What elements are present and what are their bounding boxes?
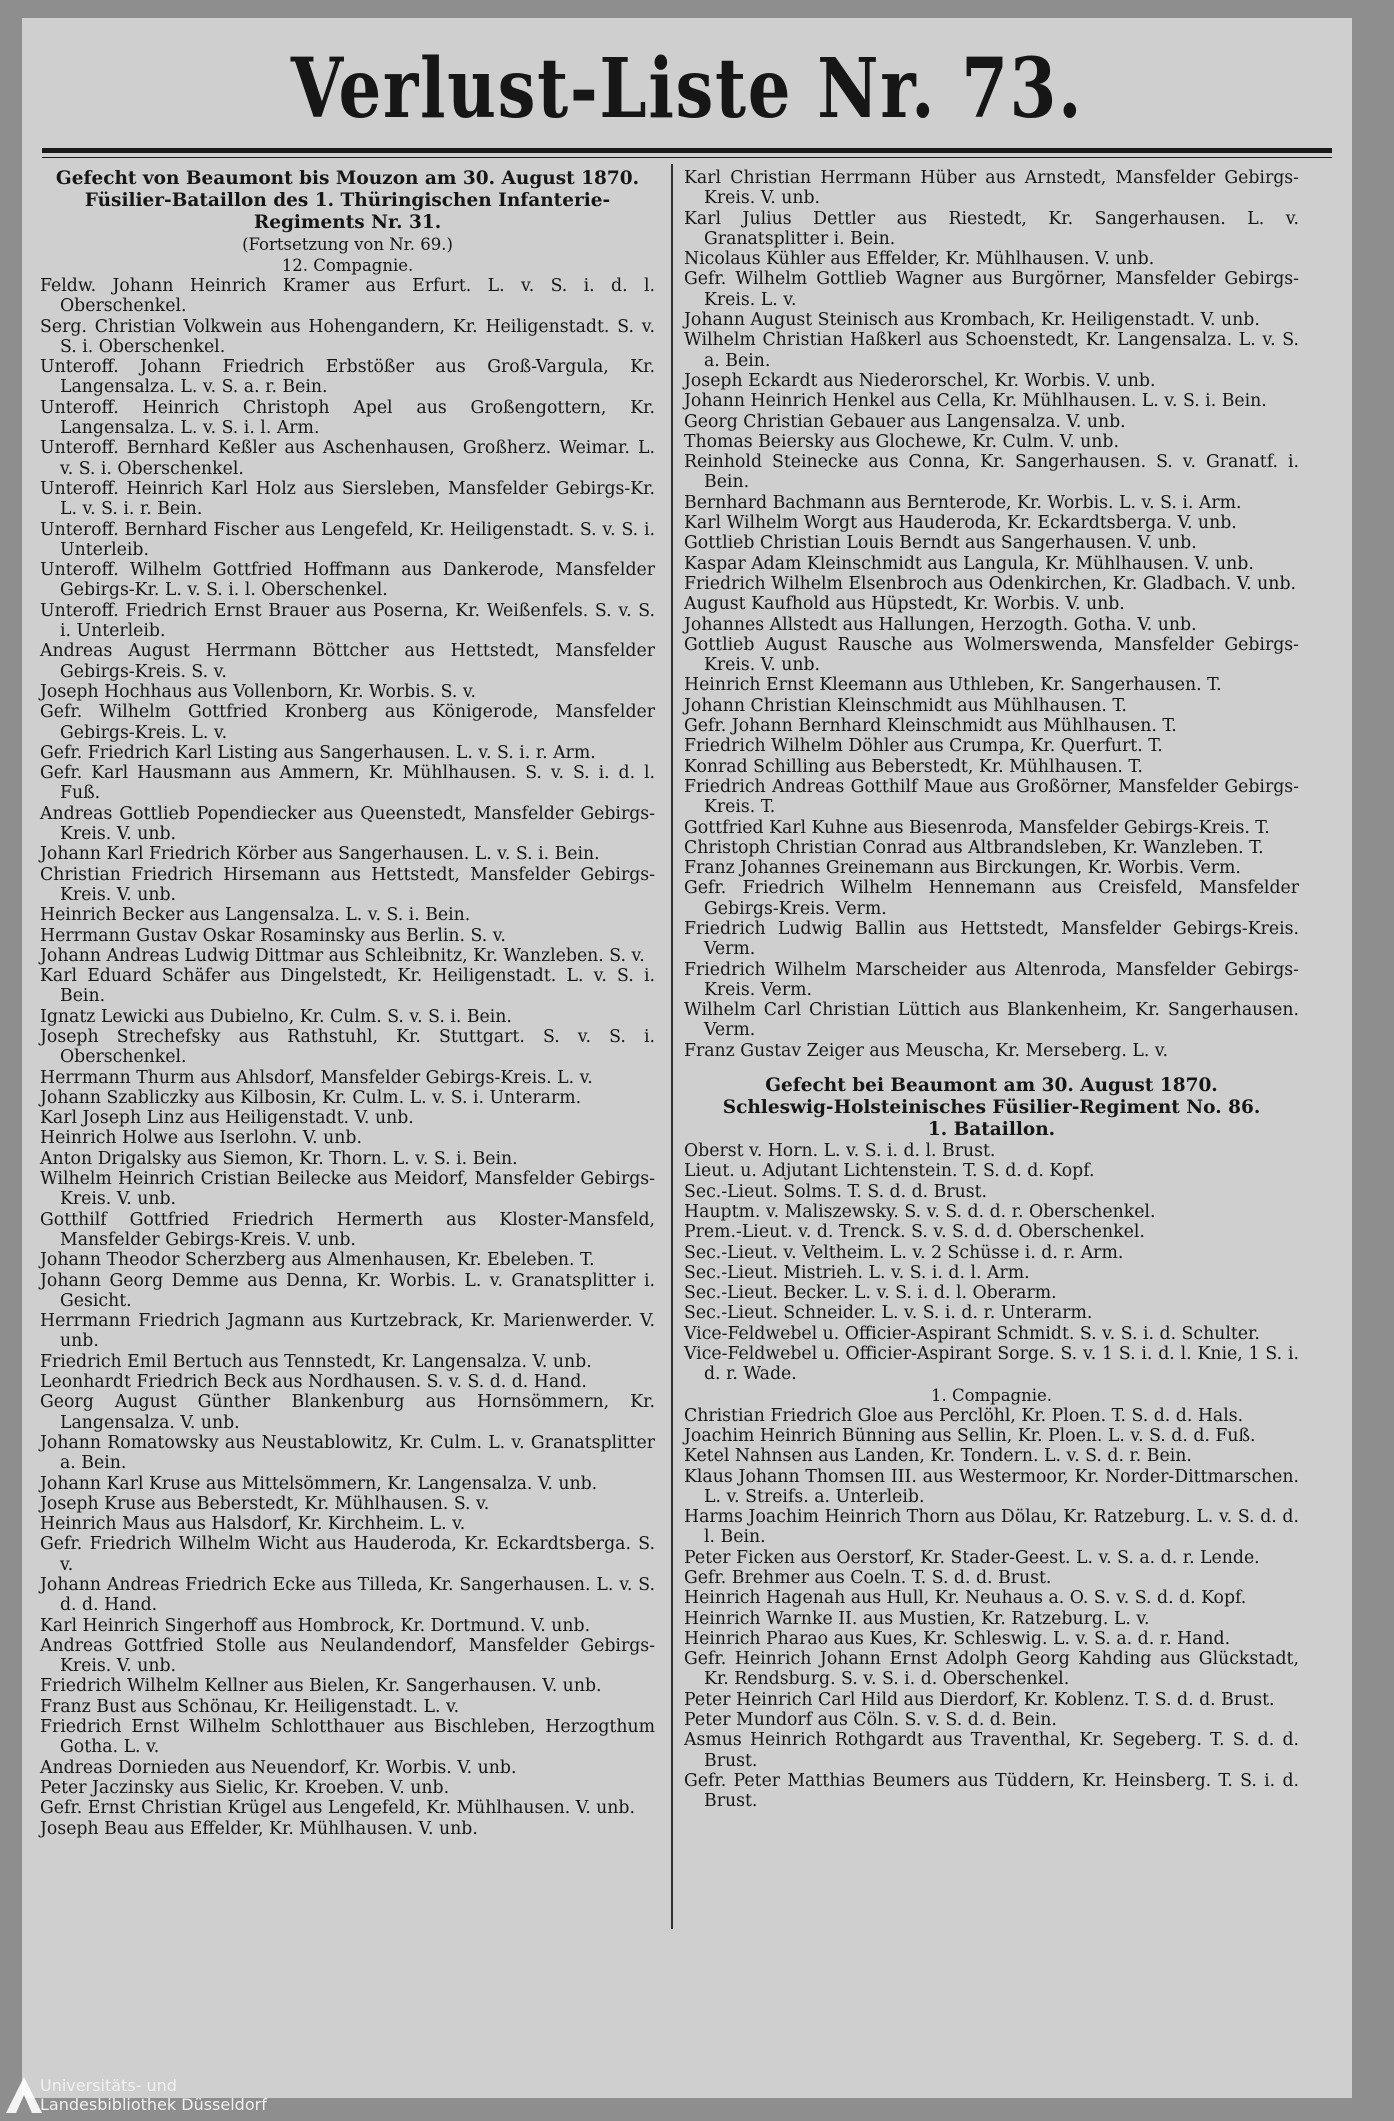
column-divider [671, 164, 673, 1929]
casualty-entry: Peter Ficken aus Oerstorf, Kr. Stader-Geest. L. v. S. a. d. r. Lende. [684, 1547, 1260, 1568]
casualty-entry: Gotthilf Gottfried Friedrich Hermerth aus Kloster-Mansfeld, Mansfelder Gebirgs-Kreis. V. unb. [40, 1209, 655, 1250]
casualty-entry: Joseph Beau aus Effelder, Kr. Mühlhausen. V. unb. [40, 1818, 478, 1839]
casualty-entry: Franz Bust aus Schönau, Kr. Heiligenstadt. L. v. [40, 1696, 460, 1717]
casualty-entry: Karl Wilhelm Worgt aus Hauderoda, Kr. Eckardtsberga. V. unb. [684, 513, 1237, 534]
casualty-entry: Johann Theodor Scherzberg aus Almenhausen, Kr. Ebeleben. T. [40, 1250, 595, 1271]
casualty-entry: Kaspar Adam Kleinschmidt aus Langula, Kr. Mühlhausen. V. unb. [684, 553, 1254, 574]
section-heading: Gefecht bei Beaumont am 30. August 1870. [765, 1075, 1218, 1097]
casualty-entry: Gefr. Wilhelm Gottfried Kronberg aus Königerode, Mansfelder Gebirgs-Kreis. L. v. [40, 702, 655, 743]
casualty-entry: Sec.-Lieut. v. Veltheim. L. v. 2 Schüsse i. d. r. Arm. [684, 1242, 1124, 1263]
casualty-entry: Johannes Allstedt aus Hallungen, Herzogth. Gotha. V. unb. [684, 614, 1197, 635]
casualty-entry: Wilhelm Carl Christian Lüttich aus Blankenheim, Kr. Sangerhausen. Verm. [684, 1000, 1299, 1041]
casualty-entry: Gefr. Wilhelm Gottlieb Wagner aus Burgörner, Mansfelder Gebirgs-Kreis. L. v. [684, 269, 1299, 310]
casualty-entry: Gefr. Johann Bernhard Kleinschmidt aus Mühlhausen. T. [684, 716, 1177, 737]
casualty-entry: Heinrich Maus aus Halsdorf, Kr. Kirchheim. L. v. [40, 1514, 466, 1535]
casualty-entry: Harms Joachim Heinrich Thorn aus Dölau, Kr. Ratzeburg. L. v. S. d. d. l. Bein. [684, 1507, 1299, 1548]
casualty-entry: Friedrich Ernst Wilhelm Schlotthauer aus Bischleben, Herzogthum Gotha. L. v. [40, 1717, 655, 1758]
casualty-entry: Joseph Hochhaus aus Vollenborn, Kr. Worbis. S. v. [40, 681, 477, 702]
casualty-entry: Christoph Christian Conrad aus Altbrandsleben, Kr. Wanzleben. T. [684, 837, 1264, 858]
casualty-entry: Friedrich Andreas Gotthilf Maue aus Großörner, Mansfelder Gebirgs-Kreis. T. [684, 776, 1299, 818]
casualty-entry: Joseph Eckardt aus Niederorschel, Kr. Worbis. V. unb. [684, 370, 1156, 391]
casualty-entry: Wilhelm Heinrich Cristian Beilecke aus Meidorf, Mansfelder Gebirgs-Kreis. V. unb. [40, 1169, 655, 1210]
casualty-entry: Joseph Kruse aus Beberstedt, Kr. Mühlhausen. S. v. [40, 1493, 490, 1514]
casualty-entry: Hauptm. v. Maliszewsky. S. v. S. d. d. r. Oberschenkel. [684, 1201, 1156, 1222]
section-subheading: (Fortsetzung von Nr. 69.) [242, 235, 453, 254]
casualty-entry: Gefr. Peter Matthias Beumers aus Tüddern, Kr. Heinsberg. T. S. i. d. Brust. [684, 1770, 1299, 1812]
casualty-entry: Unteroff. Johann Friedrich Erbstößer aus Groß-Vargula, Kr. Langensalza. L. v. S. a. r. Bein. [40, 357, 655, 398]
casualty-entry: Franz Gustav Zeiger aus Meuscha, Kr. Merseberg. L. v. [684, 1040, 1169, 1061]
casualty-entry: Unteroff. Bernhard Fischer aus Lengefeld, Kr. Heiligenstadt. S. v. S. i. Unterleib. [40, 519, 655, 560]
casualty-entry: Joachim Heinrich Bünning aus Sellin, Kr. Ploen. L. v. S. d. d. Fuß. [684, 1425, 1256, 1446]
casualty-entry: Gottfried Karl Kuhne aus Biesenroda, Mansfelder Gebirgs-Kreis. T. [684, 817, 1270, 838]
casualty-entry: Lieut. u. Adjutant Lichtenstein. T. S. d. d. Kopf. [684, 1161, 1095, 1182]
casualty-entry: Karl Julius Dettler aus Riestedt, Kr. Sangerhausen. L. v. Granatsplitter i. Bein. [684, 208, 1299, 249]
casualty-entry: Peter Jaczinsky aus Sielic, Kr. Kroeben. V. unb. [40, 1777, 450, 1798]
casualty-entry: Johann Karl Kruse aus Mittelsömmern, Kr. Langensalza. V. unb. [40, 1473, 598, 1494]
section-heading: Schleswig-Holsteinisches Füsilier-Regiment No. 86. [722, 1097, 1261, 1119]
casualty-entry: Unteroff. Friedrich Ernst Brauer aus Poserna, Kr. Weißenfels. S. v. S. i. Unterleib. [40, 600, 655, 642]
casualty-entry: Johann Andreas Friedrich Ecke aus Tilleda, Kr. Sangerhausen. L. v. S. d. d. Hand. [40, 1575, 655, 1616]
casualty-entry: Friedrich Wilhelm Döhler aus Crumpa, Kr. Querfurt. T. [684, 736, 1163, 757]
casualty-entry: Franz Johannes Greinemann aus Birckungen, Kr. Worbis. Verm. [684, 858, 1241, 879]
library-credit-line-1: Universitäts- und [40, 2076, 177, 2095]
casualty-entry: Johann August Steinisch aus Krombach, Kr. Heiligenstadt. V. unb. [684, 310, 1260, 331]
casualty-entry: Johann Romatowsky aus Neustablowitz, Kr. Culm. L. v. Granatsplitter a. Bein. [40, 1432, 655, 1474]
casualty-entry: Friedrich Wilhelm Elsenbroch aus Odenkirchen, Kr. Gladbach. V. unb. [684, 573, 1296, 594]
casualty-entry: Herrmann Friedrich Jagmann aus Kurtzebrack, Kr. Marienwerder. V. unb. [40, 1311, 655, 1352]
title-rule-thin [42, 157, 1332, 158]
casualty-entry: Johann Karl Friedrich Körber aus Sangerhausen. L. v. S. i. Bein. [40, 844, 600, 865]
casualty-entry: Gefr. Brehmer aus Coeln. T. S. d. d. Brust. [684, 1568, 1052, 1588]
casualty-entry: Gefr. Friedrich Wilhelm Hennemann aus Creisfeld, Mansfelder Gebirgs-Kreis. Verm. [684, 878, 1299, 919]
casualty-entry: Christian Friedrich Gloe aus Perclöhl, Kr. Ploen. T. S. d. d. Hals. [684, 1405, 1244, 1426]
page-title: Verlust-Liste Nr. 73. [290, 41, 1084, 137]
casualty-entry: Oberst v. Horn. L. v. S. i. d. l. Brust. [684, 1141, 996, 1162]
casualty-entry: Asmus Heinrich Rothgardt aus Traventhal, Kr. Segeberg. T. S. d. d. Brust. [684, 1730, 1299, 1771]
casualty-entry: Prem.-Lieut. v. d. Trenck. S. v. S. d. d. Oberschenkel. [684, 1222, 1145, 1243]
casualty-entry: Sec.-Lieut. Mistrieh. L. v. S. i. d. l. Arm. [684, 1262, 1030, 1283]
casualty-entry: Heinrich Warnke II. aus Mustien, Kr. Ratzeburg. L. v. [684, 1608, 1150, 1629]
ulb-logo-icon [4, 2075, 44, 2115]
casualty-entry: Friedrich Ludwig Ballin aus Hettstedt, Mansfelder Gebirgs-Kreis. Verm. [684, 918, 1299, 960]
casualty-entry: Unteroff. Heinrich Karl Holz aus Siersleben, Mansfelder Gebirgs-Kr. L. v. S. i. r. Bein. [40, 478, 655, 520]
casualty-entry: Nicolaus Kühler aus Effelder, Kr. Mühlhausen. V. unb. [684, 249, 1155, 270]
casualty-entry: Leonhardt Friedrich Beck aus Nordhausen. S. v. S. d. d. Hand. [40, 1372, 587, 1393]
casualty-entry: Christian Friedrich Hirsemann aus Hettstedt, Mansfelder Gebirgs-Kreis. V. unb. [40, 864, 655, 905]
casualty-entry: Peter Mundorf aus Cöln. S. v. S. d. d. Bein. [684, 1710, 1057, 1731]
casualty-entry: Johann Christian Kleinschmidt aus Mühlhausen. T. [684, 695, 1127, 716]
casualty-entry: Wilhelm Christian Haßkerl aus Schoenstedt, Kr. Langensalza. L. v. S. a. Bein. [684, 330, 1299, 371]
casualty-entry: Karl Heinrich Singerhoff aus Hombrock, Kr. Dortmund. V. unb. [40, 1615, 591, 1636]
casualty-entry: Unteroff. Heinrich Christoph Apel aus Großengottern, Kr. Langensalza. L. v. S. i. l. Arm. [40, 397, 655, 439]
casualty-entry: Gefr. Friedrich Wilhelm Wicht aus Hauderoda, Kr. Eckardtsberga. S. v. [40, 1534, 655, 1575]
casualty-entry: Vice-Feldwebel u. Officier-Aspirant Sorge. S. v. 1 S. i. d. l. Knie, 1 S. i. d. r. Wade. [684, 1344, 1299, 1385]
library-credit-line-2: Landesbibliothek Düsseldorf [40, 2095, 267, 2114]
casualty-entry: Gefr. Karl Hausmann aus Ammern, Kr. Mühlhausen. S. v. S. i. d. l. Fuß. [40, 763, 655, 804]
right-column [684, 168, 1299, 1812]
casualty-entry: Joseph Strechefsky aus Rathstuhl, Kr. Stuttgart. S. v. S. i. Oberschenkel. [40, 1026, 655, 1068]
section-gap [684, 1061, 1299, 1075]
casualty-entry: Reinhold Steinecke aus Conna, Kr. Sangerhausen. S. v. Granatf. i. Bein. [684, 452, 1299, 493]
casualty-entry: Feldw. Johann Heinrich Kramer aus Erfurt. L. v. S. i. d. l. Oberschenkel. [40, 276, 655, 317]
casualty-entry: Sec.-Lieut. Becker. L. v. S. i. d. l. Oberarm. [684, 1283, 1057, 1304]
casualty-entry: Herrmann Gustav Oskar Rosaminsky aus Berlin. S. v. [40, 925, 506, 946]
casualty-entry: Andreas Gottfried Stolle aus Neulandendorf, Mansfelder Gebirgs-Kreis. V. unb. [40, 1635, 655, 1677]
casualty-entry: Serg. Christian Volkwein aus Hohengandern, Kr. Heiligenstadt. S. v. S. i. Oberschenkel. [40, 316, 655, 357]
casualty-entry: Johann Heinrich Henkel aus Cella, Kr. Mühlhausen. L. v. S. i. Bein. [684, 391, 1267, 412]
casualty-entry: Gottlieb Christian Louis Berndt aus Sangerhausen. V. unb. [684, 533, 1197, 554]
casualty-entry: Andreas Dornieden aus Neuendorf, Kr. Worbis. V. unb. [40, 1757, 517, 1778]
casualty-entry: Karl Joseph Linz aus Heiligenstadt. V. unb. [40, 1108, 414, 1129]
section-heading: 1. Bataillon. [927, 1119, 1056, 1141]
casualty-entry: Peter Heinrich Carl Hild aus Dierdorf, Kr. Koblenz. T. S. d. d. Brust. [684, 1689, 1275, 1710]
casualty-entry: Karl Christian Herrmann Hüber aus Arnstedt, Mansfelder Gebirgs-Kreis. V. unb. [684, 168, 1299, 209]
casualty-entry: Ignatz Lewicki aus Dubielno, Kr. Culm. S. v. S. i. Bein. [40, 1006, 512, 1027]
section-subheading: 12. Compagnie. [281, 256, 414, 275]
casualty-entry: Unteroff. Bernhard Keßler aus Aschenhausen, Großherz. Weimar. L. v. S. i. Oberschenkel. [40, 438, 655, 479]
casualty-entry: Anton Drigalsky aus Siemon, Kr. Thorn. L. v. S. i. Bein. [40, 1148, 518, 1169]
section-subheading: 1. Compagnie. [930, 1385, 1053, 1405]
casualty-entry: Unteroff. Wilhelm Gottfried Hoffmann aus Dankerode, Mansfelder Gebirgs-Kr. L. v. S. i. l. Oberschenkel. [40, 560, 655, 601]
newspaper-page [22, 18, 1352, 2098]
casualty-entry: Gottlieb August Rausche aus Wolmerswenda, Mansfelder Gebirgs-Kreis. V. unb. [684, 634, 1299, 676]
casualty-entry: Sec.-Lieut. Schneider. L. v. S. i. d. r. Unterarm. [684, 1303, 1093, 1324]
casualty-entry: Heinrich Holwe aus Iserlohn. V. unb. [40, 1128, 362, 1149]
casualty-entry: Johann Georg Demme aus Denna, Kr. Worbis. L. v. Granatsplitter i. Gesicht. [40, 1270, 655, 1311]
casualty-entry: Gefr. Friedrich Karl Listing aus Sangerhausen. L. v. S. i. r. Arm. [40, 742, 596, 763]
casualty-entry: Sec.-Lieut. Solms. T. S. d. d. Brust. [684, 1181, 988, 1202]
casualty-entry: Friedrich Emil Bertuch aus Tennstedt, Kr. Langensalza. V. unb. [40, 1351, 592, 1372]
library-credit [40, 2076, 267, 2114]
casualty-entry: Bernhard Bachmann aus Bernterode, Kr. Worbis. L. v. S. i. Arm. [684, 492, 1242, 513]
casualty-entry: Andreas Gottlieb Popendiecker aus Queenstedt, Mansfelder Gebirgs-Kreis. V. unb. [40, 803, 655, 845]
left-column [40, 168, 655, 1839]
casualty-entry: Gefr. Heinrich Johann Ernst Adolph Georg Kahding aus Glückstadt, Kr. Rendsburg. S. v. S. i. d. Oberschenkel. [684, 1649, 1299, 1690]
casualty-entry: Johann Andreas Ludwig Dittmar aus Schleibnitz, Kr. Wanzleben. S. v. [40, 945, 645, 966]
casualty-entry: Karl Eduard Schäfer aus Dingelstedt, Kr. Heiligenstadt. L. v. S. i. Bein. [40, 966, 655, 1007]
casualty-entry: Heinrich Pharao aus Kues, Kr. Schleswig. L. v. S. a. d. r. Hand. [684, 1628, 1231, 1649]
casualty-entry: Heinrich Ernst Kleemann aus Uthleben, Kr. Sangerhausen. T. [684, 675, 1222, 696]
casualty-entry: Konrad Schilling aus Beberstedt, Kr. Mühlhausen. T. [684, 756, 1143, 777]
casualty-entry: Vice-Feldwebel u. Officier-Aspirant Schmidt. S. v. S. i. d. Schulter. [684, 1323, 1260, 1344]
casualty-entry: Georg Christian Gebauer aus Langensalza. V. unb. [684, 411, 1126, 432]
title-rule-thick [42, 148, 1332, 153]
casualty-entry: August Kaufhold aus Hüpstedt, Kr. Worbis. V. unb. [684, 594, 1125, 615]
casualty-entry: Ketel Nahnsen aus Landen, Kr. Tondern. L. v. S. d. r. Bein. [684, 1446, 1192, 1467]
casualty-entry: Heinrich Hagenah aus Hull, Kr. Neuhaus a. O. S. v. S. d. d. Kopf. [684, 1588, 1247, 1609]
casualty-entry: Johann Szabliczky aus Kilbosin, Kr. Culm. L. v. S. i. Unterarm. [40, 1087, 582, 1108]
casualty-entry: Andreas August Herrmann Böttcher aus Hettstedt, Mansfelder Gebirgs-Kreis. S. v. [40, 641, 655, 682]
casualty-entry: Herrmann Thurm aus Ahlsdorf, Mansfelder Gebirgs-Kreis. L. v. [40, 1067, 593, 1088]
casualty-entry: Thomas Beiersky aus Glochewe, Kr. Culm. V. unb. [684, 431, 1119, 452]
casualty-entry: Gefr. Ernst Christian Krügel aus Lengefeld, Kr. Mühlhausen. V. unb. [40, 1798, 635, 1819]
section-heading: Gefecht von Beaumont bis Mouzon am 30. August 1870. [55, 168, 640, 189]
casualty-entry: Friedrich Wilhelm Kellner aus Bielen, Kr. Sangerhausen. V. unb. [40, 1676, 602, 1697]
casualty-entry: Friedrich Wilhelm Marscheider aus Altenroda, Mansfelder Gebirgs-Kreis. Verm. [684, 959, 1299, 1000]
casualty-entry: Heinrich Becker aus Langensalza. L. v. S. i. Bein. [40, 905, 471, 926]
section-heading: Füsilier-Bataillon des 1. Thüringischen Infanterie-Regiments Nr. 31. [84, 190, 611, 233]
casualty-entry: Georg August Günther Blankenburg aus Hornsömmern, Kr. Langensalza. V. unb. [40, 1392, 655, 1433]
casualty-entry: Klaus Johann Thomsen III. aus Westermoor, Kr. Norder-Dittmarschen. L. v. Streifs. a. Unterleib. [684, 1466, 1299, 1507]
